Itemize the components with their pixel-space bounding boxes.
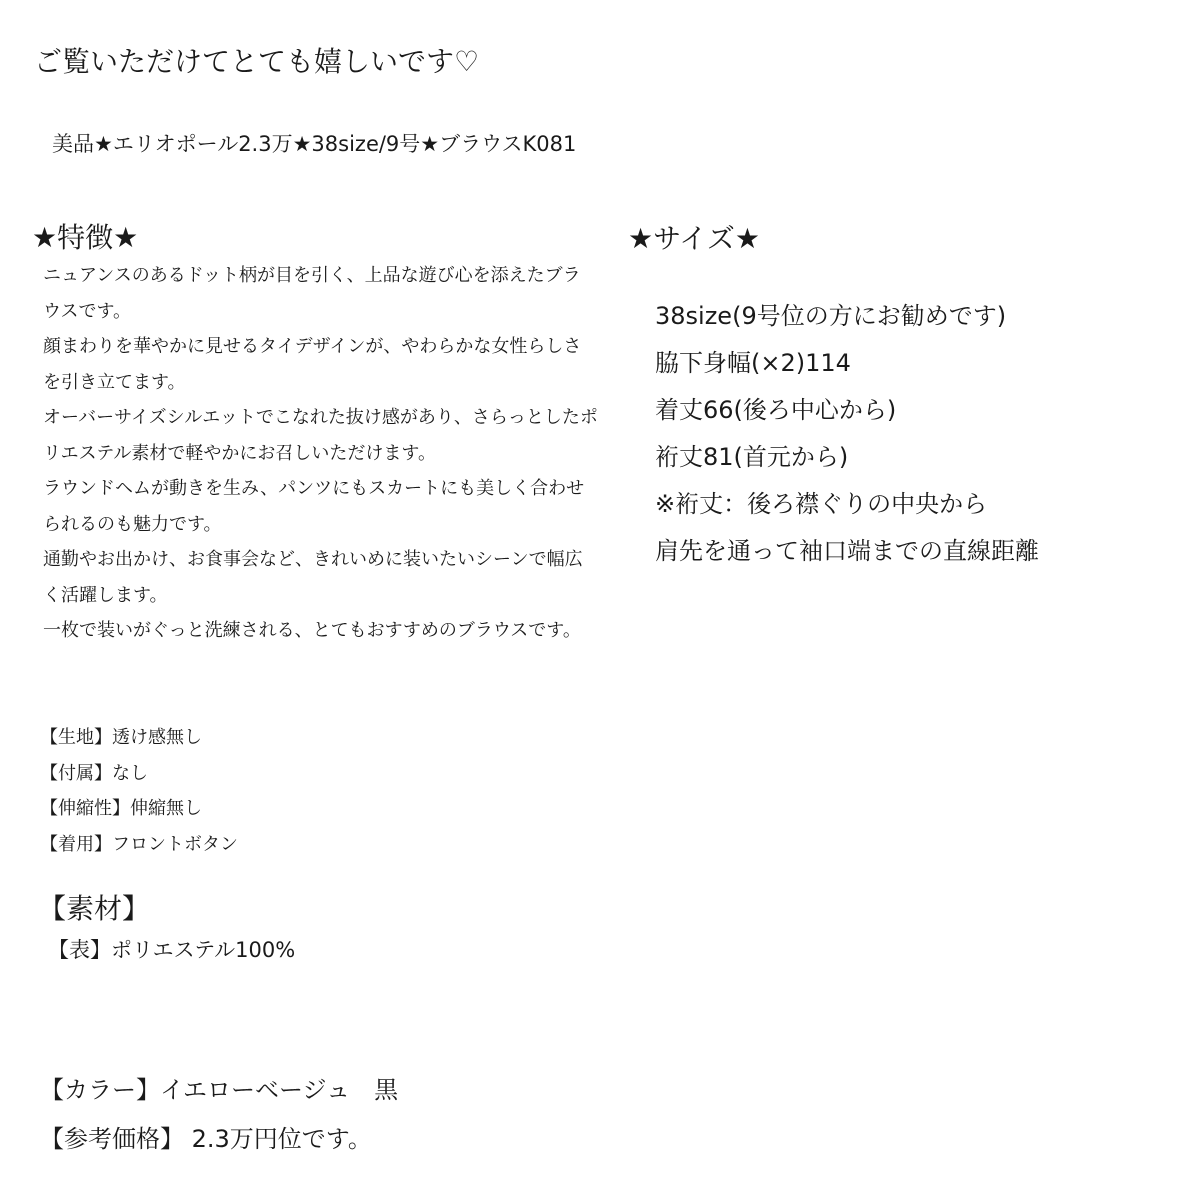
- features-paragraph: 一枚で装いがぐっと洗練される、とてもおすすめのブラウスです。: [43, 620, 581, 641]
- size-line: 着丈66(後ろ中心から): [655, 396, 897, 424]
- material-line: 【表】ポリエステル100%: [48, 938, 296, 962]
- size-heading: ★サイズ★: [628, 222, 760, 255]
- color-line: 【カラー】イエローベージュ 黒: [40, 1076, 399, 1104]
- size-line: 38size(9号位の方にお勧めです): [655, 302, 1007, 330]
- spec-list: [40, 720, 238, 862]
- features-paragraph: 顔まわりを華やかに見せるタイデザインが、やわらかな女性らしさを引き立てます。: [43, 336, 582, 393]
- size-line: 裄丈81(首元から): [655, 443, 849, 471]
- features-heading: ★特徴★: [32, 221, 139, 254]
- spec-wearing: 【着用】フロントボタン: [40, 833, 238, 855]
- features-paragraph: オーバーサイズシルエットでこなれた抜け感があり、さらっとしたポリエステル素材で軽やかにお召しいただけます。: [43, 407, 598, 464]
- size-line: 肩先を通って袖口端までの直線距離: [655, 537, 1039, 565]
- spec-accessories: 【付属】なし: [40, 762, 148, 784]
- size-line: 脇下身幅(×2)114: [655, 349, 851, 377]
- size-line: ※裄丈：後ろ襟ぐりの中央から: [655, 490, 988, 518]
- price-line: 【参考価格】 2.3万円位です。: [40, 1125, 372, 1153]
- product-title: 美品★エリオポール2.3万★38size/9号★ブラウスK081: [52, 132, 577, 156]
- features-paragraph: ニュアンスのあるドット柄が目を引く、上品な遊び心を添えたブラウスです。: [43, 265, 581, 322]
- material-heading: 【素材】: [38, 892, 151, 925]
- spec-stretch: 【伸縮性】伸縮無し: [40, 798, 202, 819]
- size-list: [655, 293, 1039, 575]
- greeting-text: ご覧いただけてとても嬉しいです♡: [34, 45, 480, 78]
- features-paragraph: ラウンドヘムが動きを生み、パンツにもスカートにも美しく合わせられるのも魅力です。: [43, 478, 585, 535]
- spec-fabric: 【生地】透け感無し: [40, 727, 202, 748]
- features-paragraph: 通勤やお出かけ、お食事会など、きれいめに装いたいシーンで幅広く活躍します。: [43, 549, 583, 606]
- features-description: [43, 258, 598, 649]
